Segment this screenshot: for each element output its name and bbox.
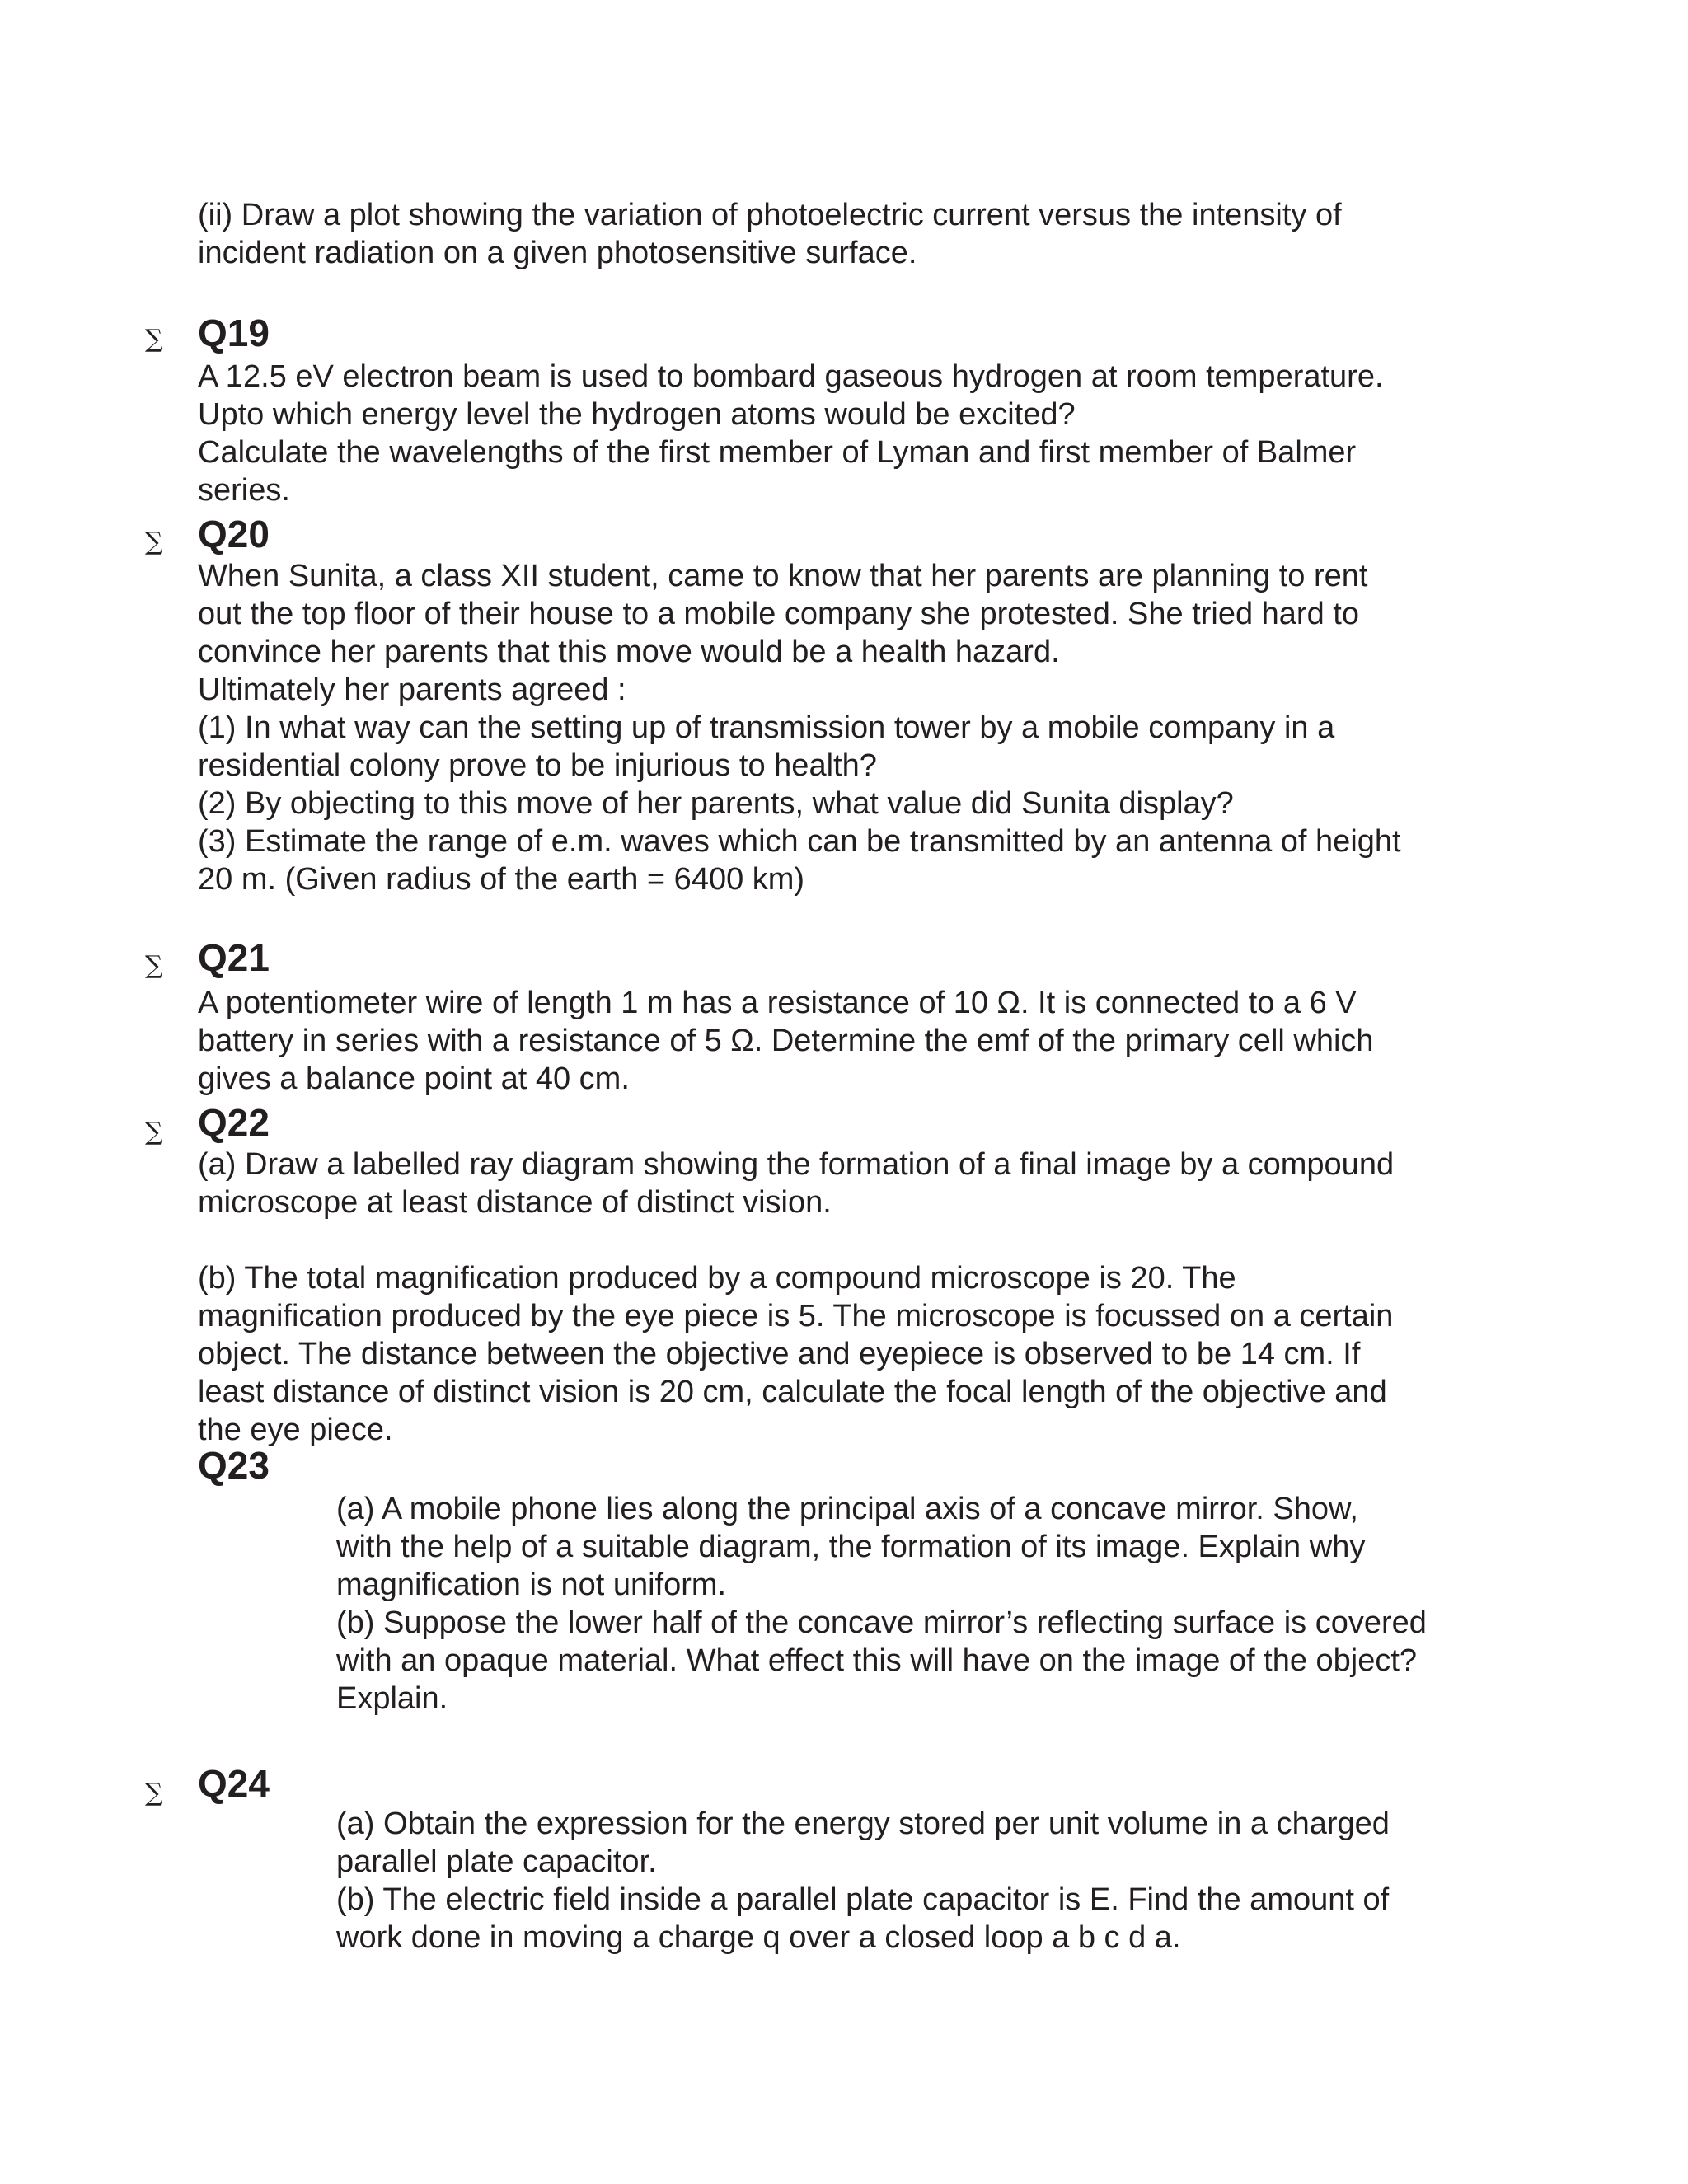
text-line: object. The distance between the objective and eyepiece is observed to be 14 cm. If — [198, 1337, 1361, 1371]
text-line: (a) Obtain the expression for the energy stored per unit volume in a charged — [336, 1807, 1390, 1841]
text-line: least distance of distinct vision is 20 cm, calculate the focal length of the objective and — [198, 1375, 1387, 1409]
text-line: gives a balance point at 40 cm. — [198, 1062, 630, 1096]
text-line: incident radiation on a given photosensitive surface. — [198, 236, 917, 270]
question-label: Q21 — [198, 936, 270, 979]
question-label: Q23 — [198, 1444, 270, 1487]
text-line: (1) In what way can the setting up of transmission tower by a mobile company in a — [198, 710, 1335, 745]
text-line: (a) Draw a labelled ray diagram showing the formation of a final image by a compound — [198, 1147, 1395, 1182]
text-line: (a) A mobile phone lies along the principal axis of a concave mirror. Show, — [336, 1492, 1358, 1526]
text-line: with the help of a suitable diagram, the formation of its image. Explain why — [336, 1530, 1366, 1564]
text-line: series. — [198, 473, 290, 508]
question-label: Q22 — [198, 1101, 270, 1144]
question-label: Q24 — [198, 1762, 270, 1805]
text-line: (b) The total magnification produced by a compound microscope is 20. The — [198, 1261, 1236, 1296]
text-line: magnification produced by the eye piece is 5. The microscope is focussed on a certain — [198, 1299, 1394, 1333]
text-line: microscope at least distance of distinct vision. — [198, 1185, 832, 1220]
text-line: Calculate the wavelengths of the first member of Lyman and first member of Balmer — [198, 435, 1357, 470]
text-line: battery in series with a resistance of 5 Ω. Determine the emf of the primary cell which — [198, 1024, 1374, 1058]
bullet-icon: ∑ — [145, 1118, 163, 1146]
text-line: Upto which energy level the hydrogen atoms would be excited? — [198, 397, 1076, 432]
text-line: 20 m. (Given radius of the earth = 6400 km) — [198, 862, 805, 897]
question-label: Q19 — [198, 312, 270, 354]
bullet-icon: ∑ — [145, 325, 163, 354]
text-line: Explain. — [336, 1681, 448, 1716]
text-line: convince her parents that this move would be a health hazard. — [198, 635, 1060, 669]
text-line: the eye piece. — [198, 1413, 393, 1447]
text-line: When Sunita, a class XII student, came to know that her parents are planning to rent — [198, 559, 1368, 593]
question-label: Q20 — [198, 513, 270, 555]
text-line: residential colony prove to be injurious to health? — [198, 748, 877, 783]
text-line: parallel plate capacitor. — [336, 1844, 657, 1879]
bullet-icon: ∑ — [145, 1779, 163, 1807]
text-line: magnification is not uniform. — [336, 1568, 727, 1602]
text-line: out the top floor of their house to a mobile company she protested. She tried hard to — [198, 597, 1359, 631]
bullet-icon: ∑ — [145, 527, 163, 556]
text-line: (ii) Draw a plot showing the variation of photoelectric current versus the intensity of — [198, 198, 1342, 232]
text-line: work done in moving a charge q over a closed loop a b c d a. — [336, 1920, 1181, 1955]
text-line: A potentiometer wire of length 1 m has a resistance of 10 Ω. It is connected to a 6 V — [198, 986, 1357, 1020]
text-line: (b) Suppose the lower half of the concave mirror’s reflecting surface is covered — [336, 1605, 1427, 1640]
text-line: (b) The electric field inside a parallel plate capacitor is E. Find the amount of — [336, 1882, 1390, 1917]
text-line: (2) By objecting to this move of her parents, what value did Sunita display? — [198, 786, 1234, 821]
bullet-icon: ∑ — [145, 951, 163, 980]
text-line: A 12.5 eV electron beam is used to bombard gaseous hydrogen at room temperature. — [198, 359, 1384, 394]
text-line: with an opaque material. What effect this will have on the image of the object? — [336, 1643, 1418, 1678]
text-line: (3) Estimate the range of e.m. waves which can be transmitted by an antenna of height — [198, 824, 1401, 859]
text-line: Ultimately her parents agreed : — [198, 673, 626, 707]
